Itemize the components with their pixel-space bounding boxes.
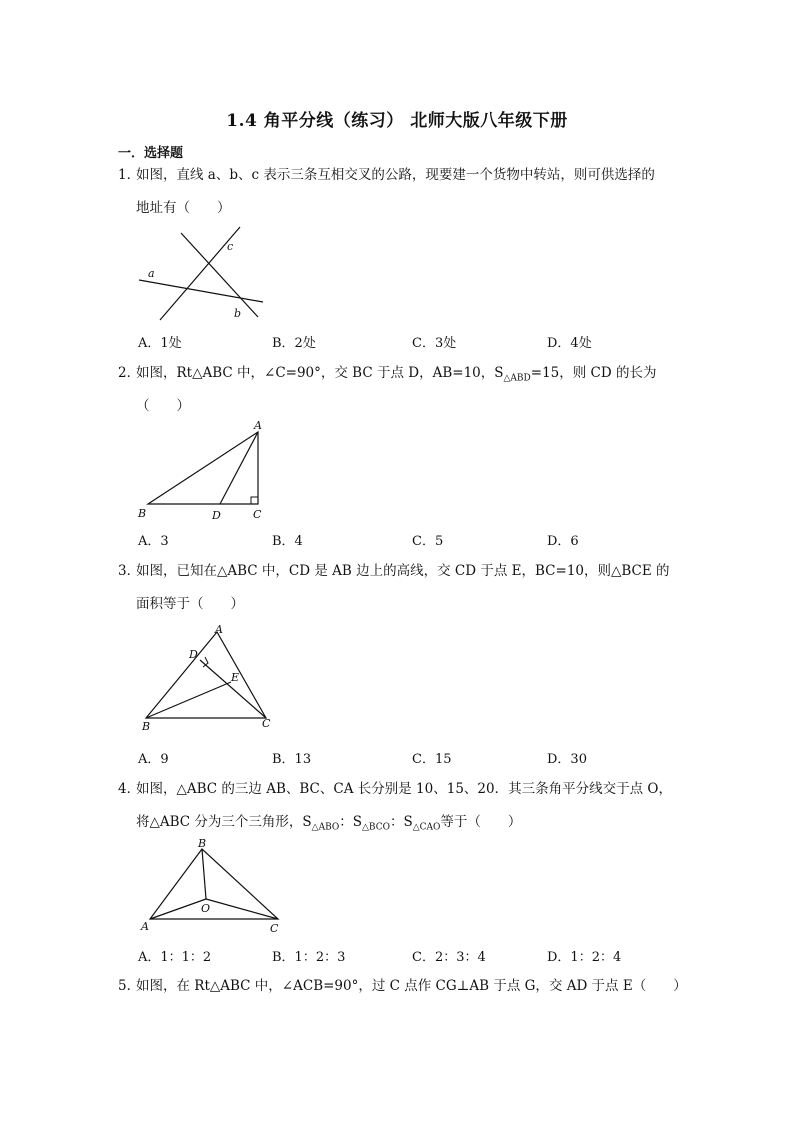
label-B: B	[138, 507, 147, 520]
option-d[interactable]: D．4处	[547, 336, 592, 351]
option-b[interactable]: B．1：2：3	[272, 950, 346, 965]
figure-q2-right-triangle	[130, 416, 280, 524]
road-b-line	[181, 233, 258, 317]
question-number: 4．	[118, 781, 141, 797]
text-fragment: 等于（ ）	[440, 814, 522, 830]
option-c[interactable]: C．15	[412, 752, 452, 767]
label-C: C	[262, 717, 271, 730]
question-1-continued: 地址有（ ）	[136, 200, 231, 216]
text-fragment: ：S	[339, 814, 363, 830]
option-b[interactable]: B．4	[272, 534, 303, 549]
question-2-continued: （ ）	[136, 398, 190, 414]
label-C: C	[270, 922, 279, 935]
question-3-continued: 面积等于（ ）	[136, 596, 244, 612]
label-A: A	[254, 419, 262, 432]
text-fragment: 将△ABC 分为三个三角形，S	[136, 814, 312, 830]
question-number: 1．	[118, 167, 141, 183]
question-number: 2．	[118, 365, 141, 381]
option-b[interactable]: B．13	[272, 752, 312, 767]
option-a[interactable]: A．3	[138, 534, 169, 549]
area-subscript: △BCO	[362, 822, 390, 833]
segment-be	[146, 682, 231, 718]
option-a[interactable]: A．9	[138, 752, 169, 767]
figure-q4-angle-bisectors	[130, 835, 290, 937]
right-angle-mark	[203, 657, 208, 667]
figure-q3-triangle-altitude	[130, 620, 280, 735]
question-number: 3．	[118, 563, 141, 579]
label-a: a	[148, 267, 155, 280]
label-b: b	[234, 307, 242, 320]
option-c[interactable]: C．2：3：4	[412, 950, 486, 965]
option-d[interactable]: D．6	[547, 534, 579, 549]
area-subscript: △ABO	[311, 822, 340, 833]
question-text: 如图，△ABC 的三边 AB、BC、CA 长分别是 10、15、20．其三条角平分线交于点 O，	[136, 781, 672, 797]
option-d[interactable]: D．1：2：4	[547, 950, 622, 965]
question-number: 5．	[118, 978, 141, 994]
area-subscript: △ABD	[503, 373, 531, 384]
question-2	[118, 363, 657, 389]
label-A: A	[141, 920, 149, 933]
option-c[interactable]: C．5	[412, 534, 444, 549]
option-c[interactable]: C．3处	[412, 336, 457, 351]
section-heading: 一．选择题	[118, 146, 184, 161]
text-fragment: ：S	[389, 814, 413, 830]
label-O: O	[201, 902, 211, 915]
bisector-ao	[150, 899, 206, 919]
area-subscript: △CAO	[412, 822, 441, 833]
label-c: c	[227, 240, 234, 253]
option-b[interactable]: B．2处	[272, 336, 316, 351]
question-text: 如图，直线 a、b、c 表示三条互相交叉的公路，现要建一个货物中转站，则可供选择的	[136, 167, 655, 183]
option-a[interactable]: A．1：1：2	[138, 950, 212, 965]
question-4-continued	[136, 810, 521, 833]
segment-ad	[220, 432, 258, 504]
triangle-abc	[150, 849, 278, 919]
question-1	[118, 165, 655, 185]
question-text-end: =15，则 CD 的长为	[530, 365, 657, 381]
question-text: 如图，在 Rt△ABC 中，∠ACB=90°，过 C 点作 CG⊥AB 于点 G，交 AD 于点 E（ ）	[136, 978, 687, 994]
bisector-bo	[202, 849, 206, 899]
question-text: 如图，已知在△ABC 中，CD 是 AB 边上的高线，交 CD 于点 E，BC=10，则△BCE 的	[136, 563, 670, 579]
option-a[interactable]: A．1处	[138, 336, 182, 351]
question-5	[118, 976, 687, 996]
triangle-abc	[148, 432, 258, 504]
label-A: A	[215, 623, 223, 636]
label-D: D	[189, 648, 198, 661]
altitude-cd	[200, 660, 266, 718]
figure-q1-three-roads	[130, 222, 280, 322]
label-E: E	[231, 671, 240, 684]
label-D: D	[212, 509, 221, 522]
label-C: C	[253, 508, 262, 521]
label-B: B	[198, 837, 207, 850]
right-angle-mark	[251, 497, 258, 504]
label-B: B	[142, 720, 151, 733]
triangle-abc	[146, 632, 266, 718]
question-text: 如图，Rt△ABC 中，∠C=90°，交 BC 于点 D，AB=10，S	[136, 365, 504, 381]
road-a-line	[139, 280, 263, 302]
option-d[interactable]: D．30	[547, 752, 587, 767]
page-title: 1.4 角平分线（练习） 北师大版八年级下册	[226, 111, 568, 131]
question-3	[118, 561, 670, 581]
question-4	[118, 779, 672, 799]
